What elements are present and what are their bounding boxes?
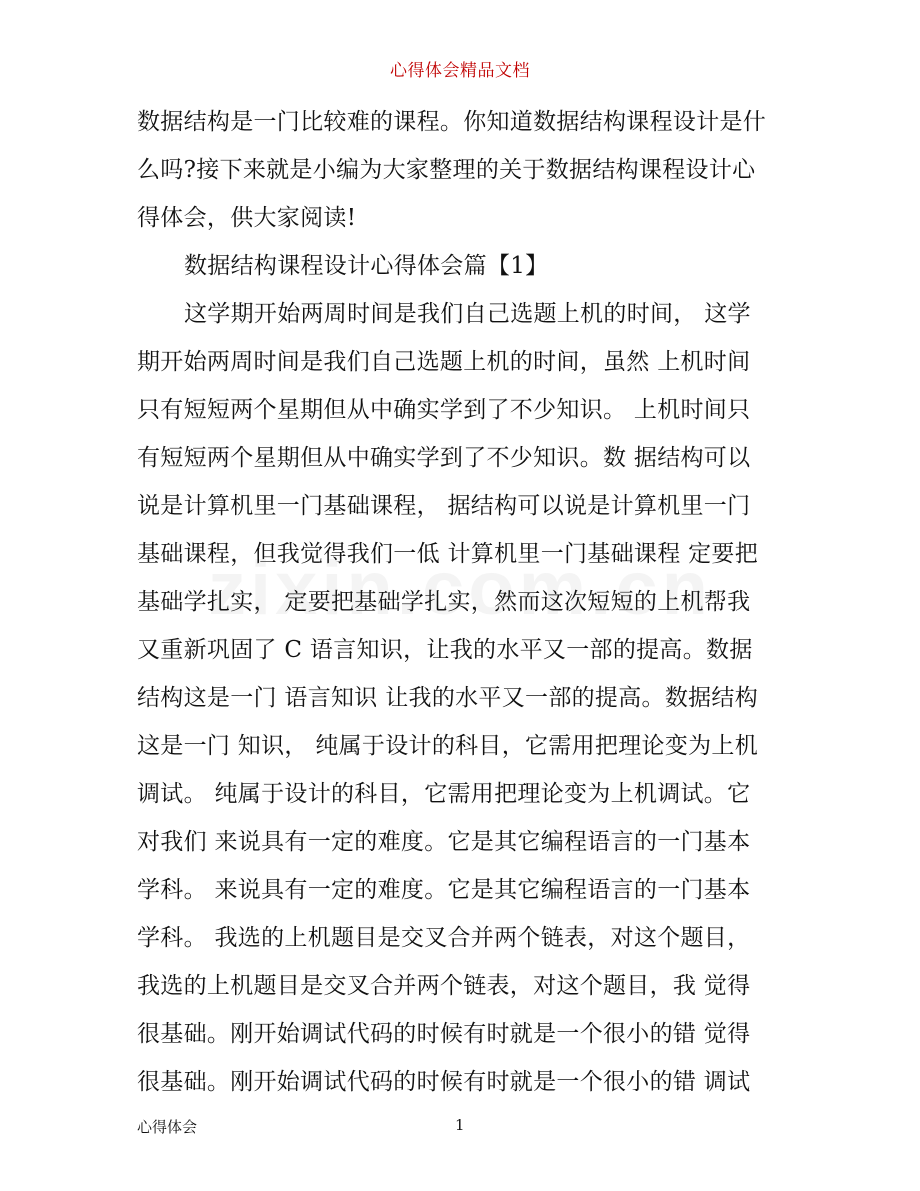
body-line: 基础学扎实， 定要把基础学扎实，然而这次短短的上机帮我 <box>137 589 751 615</box>
body-line: 很基础。刚开始调试代码的时候有时就是一个很小的错 觉得 <box>137 1021 751 1047</box>
page-number: 1 <box>455 1116 465 1134</box>
body-line: 这是一门 知识， 纯属于设计的科目，它需用把理论变为上机 <box>137 733 759 759</box>
body-line: 学科。 我选的上机题目是交叉合并两个链表，对这个题目， <box>137 925 751 951</box>
body-line: 只有短短两个星期但从中确实学到了不少知识。 上机时间只 <box>137 397 751 423</box>
body-line: 得体会，供大家阅读! <box>137 205 357 231</box>
body-line: 我选的上机题目是交叉合并两个链表，对这个题目，我 觉得 <box>137 973 751 999</box>
body-line: 期开始两周时间是我们自己选题上机的时间，虽然 上机时间 <box>137 349 751 375</box>
document-body <box>137 98 787 1106</box>
body-line: 又重新巩固了 C 语言知识，让我的水平又一部的提高。数据 <box>137 637 753 663</box>
body-line: 说是计算机里一门基础课程， 据结构可以说是计算机里一门 <box>137 493 751 519</box>
body-line: 数据结构是一门比较难的课程。你知道数据结构课程设计是什 <box>137 109 767 135</box>
header-title: 心得体会精品文档 <box>390 61 530 81</box>
section-heading: 数据结构课程设计心得体会篇【1】 <box>184 253 549 279</box>
body-line: 对我们 来说具有一定的难度。它是其它编程语言的一门基本 <box>137 829 751 855</box>
body-line: 结构这是一门 语言知识 让我的水平又一部的提高。数据结构 <box>137 685 759 711</box>
body-line: 基础课程，但我觉得我们一低 计算机里一门基础课程 定要把 <box>137 541 759 567</box>
body-line: 有短短两个星期但从中确实学到了不少知识。数 据结构可以 <box>137 445 751 471</box>
body-line: 很基础。刚开始调试代码的时候有时就是一个很小的错 调试 <box>137 1069 751 1095</box>
footer-label: 心得体会 <box>137 1118 198 1136</box>
body-line: 调试。 纯属于设计的科目，它需用把理论变为上机调试。它 <box>137 781 751 807</box>
body-line: 这学期开始两周时间是我们自己选题上机的时间， 这学 <box>184 301 751 327</box>
body-line: 学科。 来说具有一定的难度。它是其它编程语言的一门基本 <box>137 877 751 903</box>
body-line: 么吗?接下来就是小编为大家整理的关于数据结构课程设计心 <box>137 157 756 183</box>
